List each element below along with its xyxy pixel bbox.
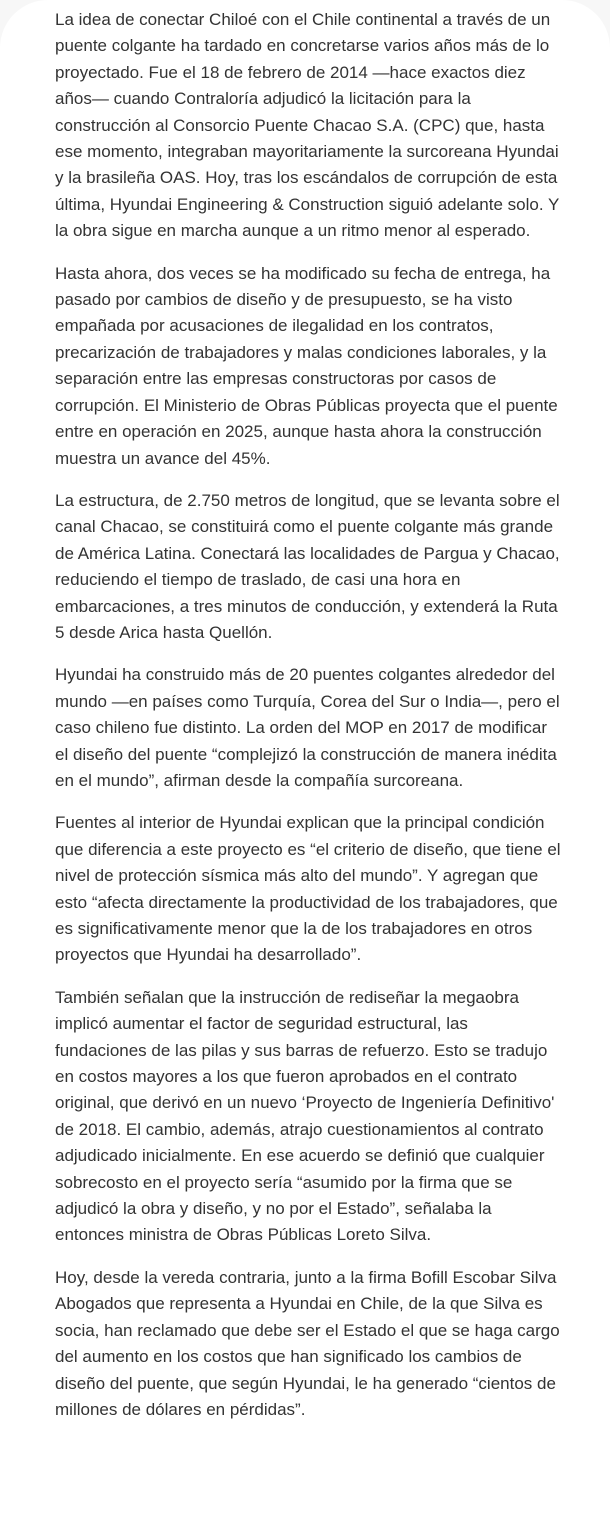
article-paragraph-7: Hoy, desde la vereda contraria, junto a la firma Bofill Escobar Silva Abogados que representa a Hyundai en Chile, de la que Silva es socia, han reclamado que debe ser el Estado el que se haga cargo del aumento en los costos que han significado los cambios de diseño del puente, que según Hyundai, le ha generado “cientos de millones de dólares en pérdidas”.	[55, 1267, 560, 1419]
article-paragraph-6: También señalan que la instrucción de rediseñar la megaobra implicó aumentar el factor de seguridad estructural, las fundaciones de las pilas y sus barras de refuerzo. Esto se tradujo en costos mayores a los que fueron aprobados en el contrato original, que derivó en un nuevo ‘Proyecto de Ingeniería Definitivo' de 2018. El cambio, además, atrajo cuestionamientos al contrato adjudicado inicialmente. En ese acuerdo se definió que cualquier sobrecosto en el proyecto sería “asumido por la firma que se adjudicó la obra y diseño, y no por el Estado”, señalaba la entonces ministra de Obras Públicas Loreto Silva.	[55, 987, 555, 1245]
article-paragraph-4: Hyundai ha construido más de 20 puentes colgantes alrededor del mundo —en países como Turquía, Corea del Sur o India—, pero el caso chileno fue distinto. La orden del MOP en 2017 de modificar el diseño del puente “complejizó la construcción de manera inédita en el mundo”, afirman desde la compañía surcoreana.	[55, 665, 560, 790]
article-paragraph-5: Fuentes al interior de Hyundai explican que la principal condición que diferencia a este proyecto es “el criterio de diseño, que tiene el nivel de protección sísmica más alto del mundo”. Y agregan que esto “afecta directamente la productividad de los trabajadores, que es significativamente menor que la de los trabajadores en otros proyectos que Hyundai ha desarrollado”.	[55, 813, 561, 965]
article-paragraph-2: Hasta ahora, dos veces se ha modificado su fecha de entrega, ha pasado por cambios de diseño y de presupuesto, se ha visto empañada por acusaciones de ilegalidad en los contratos, precarización de trabajadores y malas condiciones laborales, y la separación entre las empresas constructoras por casos de corrupción. El Ministerio de Obras Públicas proyecta que el puente entre en operación en 2025, aunque hasta ahora la construcción muestra un avance del 45%.	[55, 263, 558, 468]
article-paragraph-1: La idea de conectar Chiloé con el Chile continental a través de un puente colgante ha tardado en concretarse varios años más de lo proyectado. Fue el 18 de febrero de 2014 —hace exactos diez años— cuando Contraloría adjudicó la licitación para la construcción al Consorcio Puente Chacao S.A. (CPC) que, hasta ese momento, integraban mayoritariamente la surcoreana Hyundai y la brasileña OAS. Hoy, tras los escándalos de corrupción de esta última, Hyundai Engineering & Construction siguió adelante solo. Y la obra sigue en marcha aunque a un ritmo menor al esperado.	[55, 10, 560, 241]
article-paragraph-3: La estructura, de 2.750 metros de longitud, que se levanta sobre el canal Chacao, se constituirá como el puente colgante más grande de América Latina. Conectará las localidades de Pargua y Chacao, reduciendo el tiempo de traslado, de casi una hora en embarcaciones, a tres minutos de conducción, y extenderá la Ruta 5 desde Arica hasta Quellón.	[55, 490, 560, 642]
